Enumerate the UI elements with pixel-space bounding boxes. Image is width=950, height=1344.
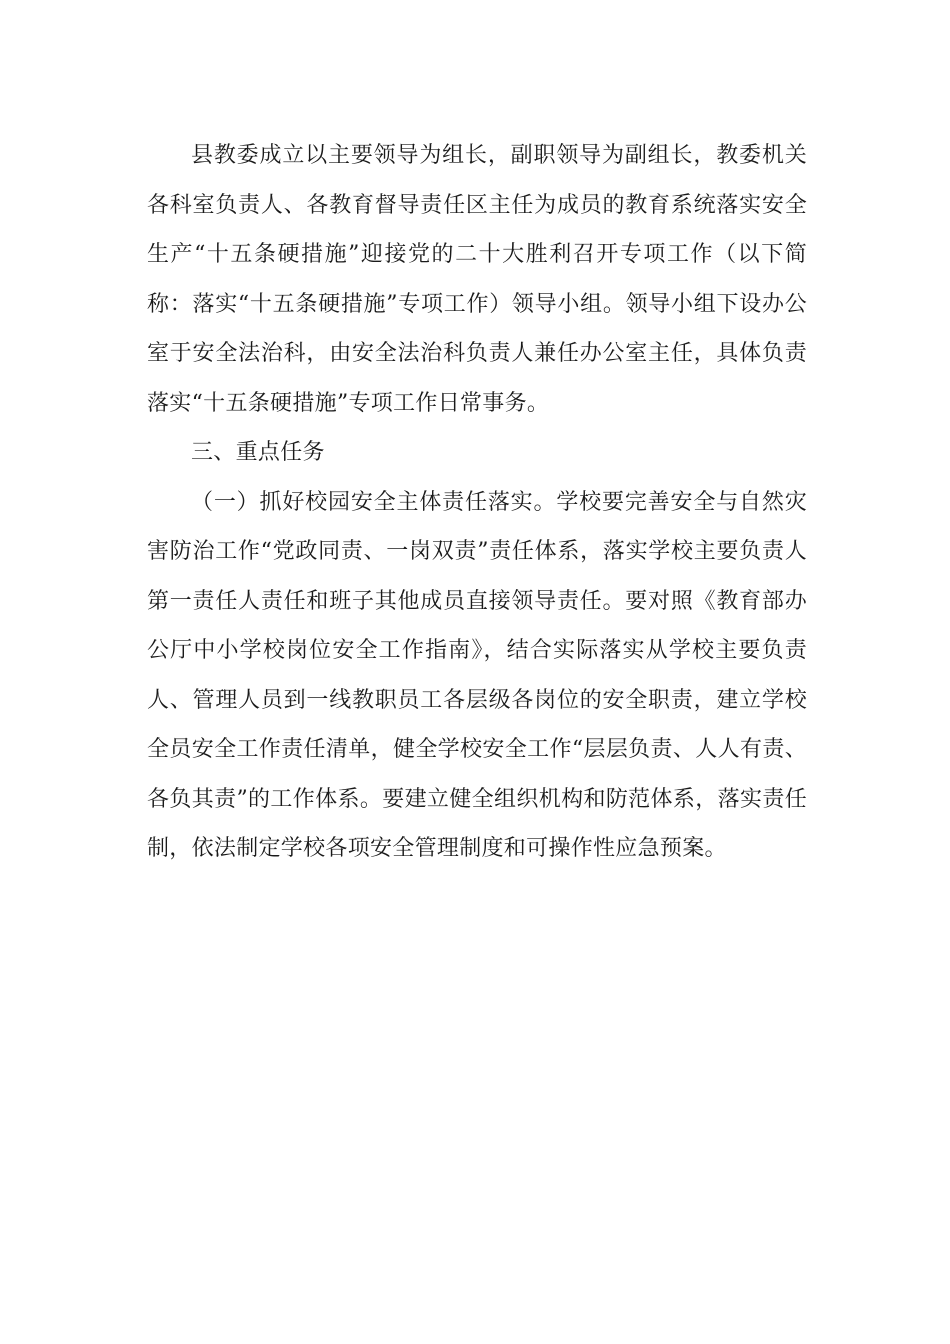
paragraph-leading-group: 县教委成立以主要领导为组长，副职领导为副组长，教委机关各科室负责人、各教育督导责任区主任为成员的教育系统落实安全生产“十五条硬措施”迎接党的二十大胜利召开专项工作（以下简称：落实“十五条硬措施”专项工作）领导小组。领导小组下设办公室于安全法治科，由安全法治科负责人兼任办公室主任，具体负责落实“十五条硬措施”专项工作日常事务。 [147, 143, 807, 416]
section-heading-key-tasks: 三、重点任务 [191, 440, 325, 465]
paragraph-campus-safety-responsibility: （一）抓好校园安全主体责任落实。学校要完善安全与自然灾害防治工作“党政同责、一岗双责”责任体系，落实学校主要负责人第一责任人责任和班子其他成员直接领导责任。要对照《教育部办公厅中小学校岗位安全工作指南》，结合实际落实从学校主要负责人、管理人员到一线教职员工各层级各岗位的安全职责，建立学校全员安全工作责任清单，健全学校安全工作“层层负责、人人有责、各负其责”的工作体系。要建立健全组织机构和防范体系，落实责任制，依法制定学校各项安全管理制度和可操作性应急预案。 [147, 489, 807, 861]
document-body [147, 131, 807, 874]
